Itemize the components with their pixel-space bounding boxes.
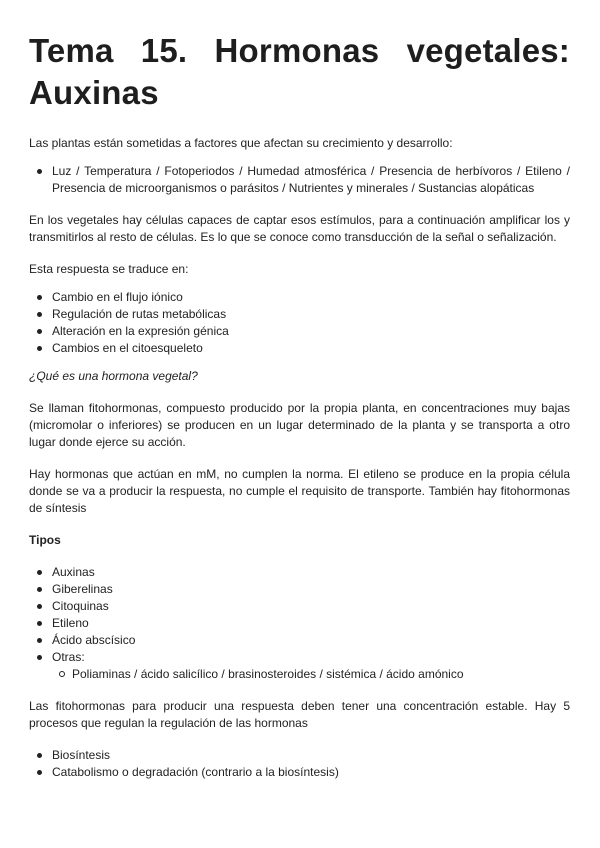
list-item: Biosíntesis xyxy=(29,747,570,764)
page-title xyxy=(29,30,570,114)
list-item: Alteración en la expresión génica xyxy=(29,323,570,340)
stable-paragraph: Las fitohormonas para producir una respuesta deben tener una concentración estable. Hay 5 procesos que regulan la regulación de las hormonas xyxy=(29,699,570,730)
list-item: Regulación de rutas metabólicas xyxy=(29,306,570,323)
list-item: Etileno xyxy=(29,615,570,632)
intro-paragraph: Las plantas están sometidas a factores que afectan su crecimiento y desarrollo: xyxy=(29,136,453,150)
response-paragraph: Esta respuesta se traduce en: xyxy=(29,262,189,276)
responses-list xyxy=(29,289,570,357)
sub-list-item: Poliaminas / ácido salicílico / brasinosteroides / sistémica / ácido amónico xyxy=(52,666,570,683)
list-item-others xyxy=(29,649,570,683)
factors-list xyxy=(29,163,570,197)
types-list xyxy=(29,564,570,683)
question-line xyxy=(29,368,570,385)
title-line-2: Auxinas xyxy=(29,74,159,111)
list-item: Catabolismo o degradación (contrario a la biosíntesis) xyxy=(29,764,570,781)
list-item: Citoquinas xyxy=(29,598,570,615)
processes-list xyxy=(29,747,570,781)
cells-paragraph: En los vegetales hay células capaces de captar esos estímulos, para a continuación amplificar los y transmitirlos al resto de células. Es lo que se conoce como transducción de la señal o señalización. xyxy=(29,213,570,244)
list-item: Ácido abscísico xyxy=(29,632,570,649)
title-line-1: Tema 15. Hormonas vegetales: xyxy=(29,32,570,69)
question-text: ¿Qué es una hormona vegetal? xyxy=(29,369,198,383)
others-sublist xyxy=(52,666,570,683)
types-heading xyxy=(29,532,570,549)
list-item: Cambios en el citoesqueleto xyxy=(29,340,570,357)
exceptions-paragraph: Hay hormonas que actúan en mM, no cumplen la norma. El etileno se produce en la propia célula donde se va a producir la respuesta, no cumple el requisito de transporte. También hay fitohormonas de síntesis xyxy=(29,467,570,515)
list-item: Giberelinas xyxy=(29,581,570,598)
types-heading-text: Tipos xyxy=(29,533,61,547)
list-item: Luz / Temperatura / Fotoperiodos / Humedad atmosférica / Presencia de herbívoros / Etileno / Presencia de microorganismos o parásitos / Nutrientes y minerales / Sustancias alopáticas xyxy=(29,163,570,197)
definition-paragraph: Se llaman fitohormonas, compuesto producido por la propia planta, en concentraciones muy bajas (micromolar o inferiores) se producen en un lugar determinado de la planta y se transporta a otro lugar donde ejerce su acción. xyxy=(29,401,570,449)
list-item-label: Otras: xyxy=(52,650,85,664)
list-item: Auxinas xyxy=(29,564,570,581)
list-item: Cambio en el flujo iónico xyxy=(29,289,570,306)
